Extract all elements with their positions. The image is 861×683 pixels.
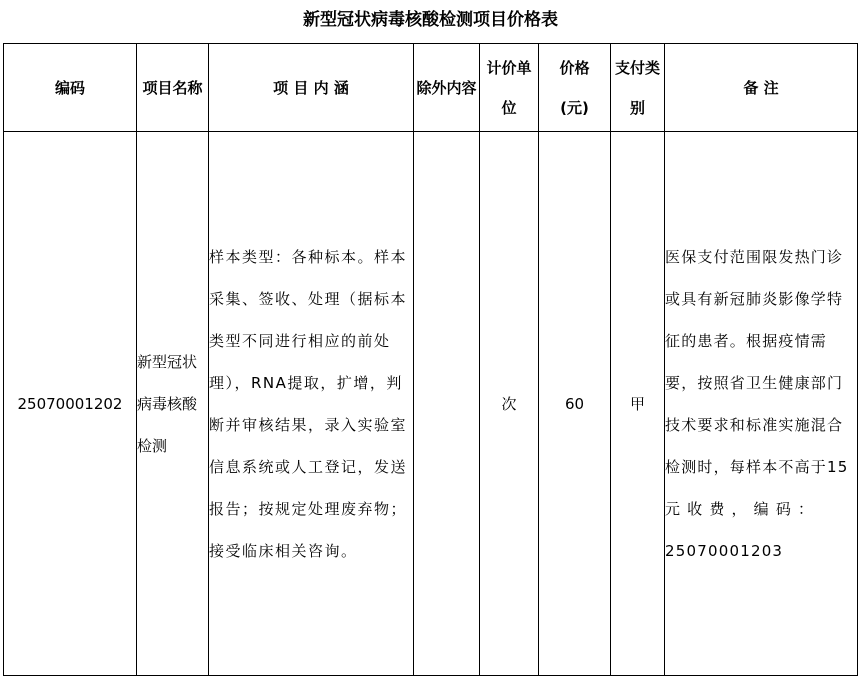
cell-remark-line: 要，按照省卫生健康部门 xyxy=(665,373,844,392)
cell-content xyxy=(209,132,414,676)
cell-content-line: 断并审核结果，录入实验室 xyxy=(209,415,408,434)
cell-price: 60 xyxy=(539,132,611,676)
cell-name-line: 病毒核酸 xyxy=(137,394,198,413)
header-price xyxy=(539,44,611,132)
cell-remark xyxy=(665,132,858,676)
cell-content-line: 信息系统或人工登记，发送 xyxy=(209,457,408,476)
table-row xyxy=(4,132,858,676)
header-content: 项 目 内 涵 xyxy=(209,44,414,132)
cell-content-line: 报告；按规定处理废弃物； xyxy=(209,499,408,518)
cell-remark-line: 技术要求和标准实施混合 xyxy=(665,415,844,434)
cell-code: 25070001202 xyxy=(4,132,137,676)
page-title: 新型冠状病毒核酸检测项目价格表 xyxy=(303,10,558,30)
cell-pay-type: 甲 xyxy=(611,132,665,676)
header-unit-line1: 计价单 xyxy=(486,58,532,77)
cell-remark-line: 25070001203 xyxy=(665,541,784,560)
cell-content-line: 理），RNA提取，扩增，判 xyxy=(209,373,403,392)
cell-name-line: 新型冠状 xyxy=(137,352,198,371)
header-price-line1: 价格 xyxy=(559,58,590,77)
header-name: 项目名称 xyxy=(137,44,209,132)
header-remark: 备 注 xyxy=(665,44,858,132)
header-pay-line2: 别 xyxy=(629,98,645,117)
price-table xyxy=(3,43,858,676)
header-unit-line2: 位 xyxy=(501,98,517,117)
cell-excluded xyxy=(414,132,480,676)
cell-content-line: 采集、签收、处理（据标本 xyxy=(209,289,408,308)
cell-name-line: 检测 xyxy=(137,436,168,455)
header-unit xyxy=(480,44,539,132)
header-row xyxy=(4,44,858,132)
header-code: 编码 xyxy=(4,44,137,132)
header-pay-type xyxy=(611,44,665,132)
cell-unit: 次 xyxy=(480,132,539,676)
header-price-line2: (元) xyxy=(560,98,589,117)
header-pay-line1: 支付类 xyxy=(614,58,660,77)
cell-remark-line: 征的患者。根据疫情需 xyxy=(665,331,828,350)
cell-content-line: 样本类型：各种标本。样本 xyxy=(209,247,408,266)
cell-remark-line: 检测时，每样本不高于15 xyxy=(665,457,849,476)
cell-remark-line: 医保支付范围限发热门诊 xyxy=(665,247,844,266)
cell-content-line: 类型不同进行相应的前处 xyxy=(209,331,391,350)
header-excluded: 除外内容 xyxy=(414,44,480,132)
cell-name xyxy=(137,132,209,676)
cell-content-line: 接受临床相关咨询。 xyxy=(209,541,358,560)
cell-remark-line: 元 收 费 ， 编 码 ： xyxy=(665,499,815,518)
cell-remark-line: 或具有新冠肺炎影像学特 xyxy=(665,289,844,308)
